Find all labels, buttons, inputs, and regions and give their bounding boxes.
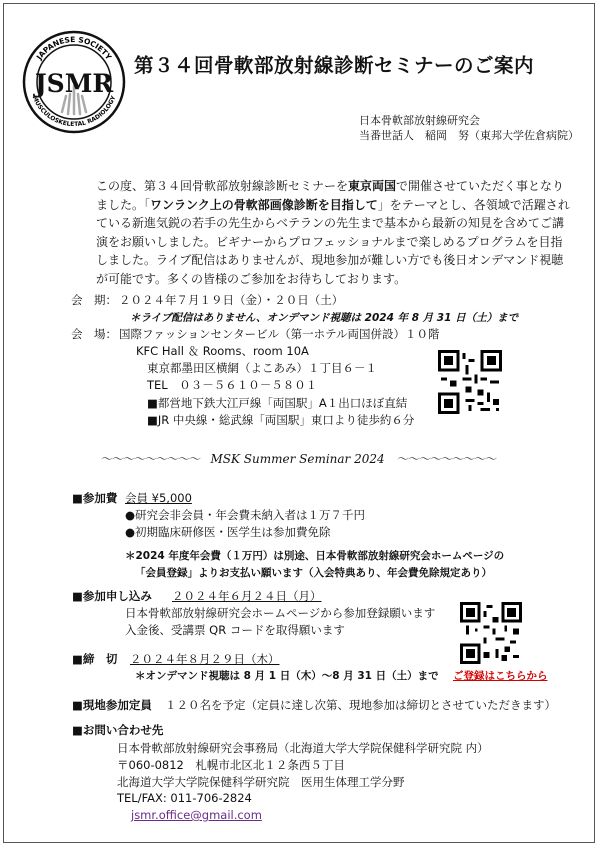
jsmr-logo (22, 30, 126, 134)
svg-text:MUSCULOSKELETAL RADIOLOGY: MUSCULOSKELETAL RADIOLOGY (30, 94, 118, 129)
contact-line-3: 北海道大学大学院保健科学研究院 医用生体理工学分野 (117, 775, 405, 789)
period-value: ２０２４年７月１９日（金）・２０日（土） (119, 293, 344, 307)
page-title: 第３４回骨軟部放射線診断セミナーのご案内 (134, 54, 535, 77)
apply-label: ■参加申し込み (72, 589, 152, 603)
fee-item-nonmember: ●研究会非会員・年会費未納入者は１万７千円 (125, 508, 366, 522)
deadline-note: ＊オンデマンド視聴は 8 月 1 日（木）～8 月 31 日（土）まで (135, 670, 439, 682)
apply-date: ２０２４年６月２４日（月） (172, 589, 322, 603)
contact-line-1: 日本骨軟部放射線研究会事務局（北海道大学大学院保健科学研究院 内） (117, 741, 489, 755)
deadline-label: ■締 切 (72, 652, 118, 666)
venue-room: KFC Hall ＆ Rooms、room 10A (136, 344, 309, 358)
apply-line-2: 入金後、受講票 QR コードを取得願います (125, 623, 345, 637)
contact-email-link[interactable]: jsmr.office@gmail.com (131, 808, 262, 822)
contact-label: ■お問い合わせ先 (72, 723, 164, 737)
seminar-banner: ～～～～～～～～～ MSK Summer Seminar 2024 ～～～～～～～～～ (100, 452, 496, 466)
fee-note-1: ＊2024 年度年会費（１万円）は別途、日本骨軟部放射線研究会ホームページの (125, 550, 505, 562)
apply-line-1: 日本骨軟部放射線研究会ホームページから参加登録願います (125, 606, 436, 620)
registration-qr-code[interactable] (460, 602, 522, 664)
venue-tel: TEL ０３－５６１０－５８０１ (147, 378, 318, 392)
fee-label: ■参加費 (72, 491, 118, 505)
banner-text: MSK Summer Seminar 2024 (210, 452, 385, 466)
venue-label: 会 場： (71, 327, 117, 341)
fee-item-exempt: ●初期臨床研修医・医学生は参加費免除 (125, 525, 331, 539)
access-jr: ■JR 中央線・総武線「両国駅」東口より徒歩約６分 (147, 413, 415, 427)
venue-name: 国際ファッションセンタービル（第一ホテル両国併設）１０階 (119, 327, 440, 341)
organizer-name: 当番世話人 稲岡 努（東邦大学佐倉病院） (359, 129, 579, 142)
venue-address: 東京都墨田区横網（よこあみ）１丁目６－１ (147, 361, 377, 375)
svg-text:JAPANESE SOCIETY: JAPANESE SOCIETY (34, 34, 114, 62)
intro-paragraph: この度、第３４回骨軟部放射線診断セミナーを東京両国で開催させていただく事となりました。「ワンランク上の骨軟部画像診断を目指して」をテーマとし、各領域で活躍されている新進気鋭の若手の先生からベテランの先生まで基本から最新の知見を含めてご講演をお願いしました。ビギナーからプロフェッショナルまで楽しめるプログラムを目指しました。ライブ配信はありませんが、現地参加が難しい方でも後日オンデマンド視聴が可能です。多くの皆様のご参加をお待ちしております。 (96, 179, 570, 286)
registration-link[interactable]: ご登録はこちらから (453, 670, 548, 682)
fee-member: 会員 ¥5,000 (125, 491, 192, 505)
organization-name: 日本骨軟部放射線研究会 (359, 114, 480, 127)
period-label: 会 期： (71, 293, 117, 307)
deadline-date: ２０２４年８月２９日（木） (130, 652, 280, 666)
svg-text:JSMR: JSMR (34, 69, 114, 98)
fee-note-2: 「会員登録」よりお支払い願います（入会特典あり、年会費免除規定あり） (135, 567, 492, 579)
period-note: ＊ライブ配信はありません、オンデマンド視聴は 2024 年 8 月 31 日（土）まで (130, 312, 519, 324)
venue-qr-code[interactable] (438, 350, 502, 414)
access-subway: ■都営地下鉄大江戸線「両国駅」A１出口ほぼ直結 (147, 396, 408, 410)
capacity-text: １２０名を予定（定員に達し次第、現地参加は締切とさせていただきます） (165, 698, 556, 712)
contact-tel-fax: TEL/FAX: 011-706-2824 (117, 791, 252, 805)
contact-line-2: 〒060-0812 札幌市北区北１２条西５丁目 (117, 758, 345, 772)
capacity-label: ■現地参加定員 (72, 698, 152, 712)
